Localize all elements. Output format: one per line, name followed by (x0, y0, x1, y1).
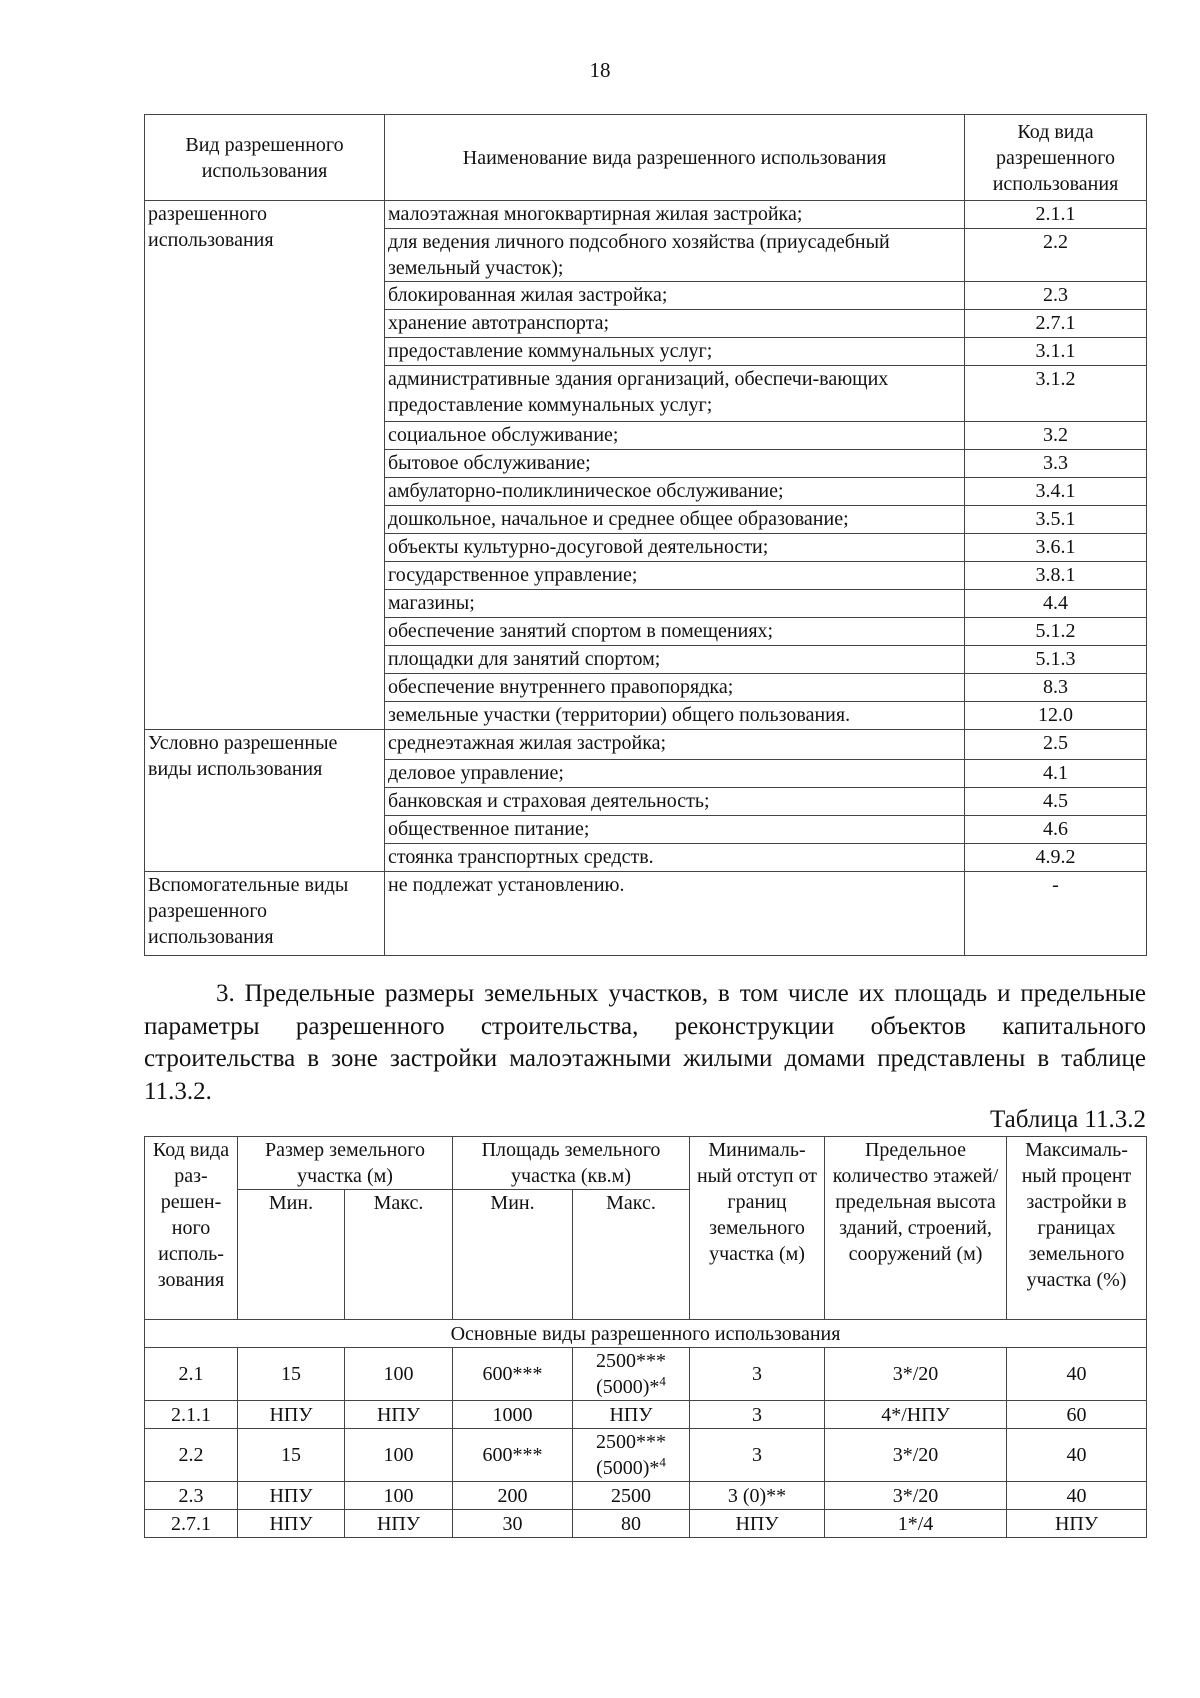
cell-indent: НПУ (690, 1510, 825, 1538)
use-code: 4.1 (965, 760, 1147, 788)
use-name: блокированная жилая застройка; (385, 282, 965, 310)
use-name: социальное обслуживание; (385, 422, 965, 450)
use-code: 3.1.1 (965, 338, 1147, 366)
plot-parameters-table (144, 1136, 1147, 1538)
use-code: 4.9.2 (965, 844, 1147, 872)
use-name: государственное управление; (385, 562, 965, 590)
cell-floors: 1*/4 (825, 1510, 1007, 1538)
cell-size-max: 100 (345, 1429, 453, 1482)
header-size-min: Мин. (238, 1190, 345, 1320)
cell-area-min: 600*** (453, 1348, 573, 1401)
cell-floors: 3*/20 (825, 1348, 1007, 1401)
use-name: деловое управление; (385, 760, 965, 788)
area-max-value: 2500*** (596, 1431, 667, 1453)
cell-size-min: 15 (238, 1429, 345, 1482)
cell-floors: 4*/НПУ (825, 1401, 1007, 1429)
footnote-mark: 4 (659, 1373, 666, 1389)
use-code: 2.2 (965, 229, 1147, 282)
use-name: малоэтажная многоквартирная жилая застройка; (385, 201, 965, 229)
cell-floors: 3*/20 (825, 1482, 1007, 1510)
header-plot-size: Размер земельного участка (м) (238, 1137, 453, 1190)
use-name: для ведения личного подсобного хозяйства (приусадебный земельный участок); (385, 229, 965, 282)
table-row (145, 1429, 1147, 1482)
header-use-type: Вид разрешенного использования (145, 115, 385, 201)
area-max-value: 80 (621, 1512, 642, 1535)
permitted-use-table (144, 114, 1147, 956)
header-use-name: Наименование вида разрешенного использования (385, 115, 965, 201)
cell-code: 2.2 (145, 1429, 238, 1482)
cell-area-max (573, 1482, 690, 1510)
area-max-alt (575, 1455, 687, 1481)
use-code: 3.5.1 (965, 506, 1147, 534)
use-category: разрешенного использования (145, 201, 385, 730)
cell-area-min: 600*** (453, 1429, 573, 1482)
use-category: Вспомогательные виды разрешенного использования (145, 872, 385, 956)
header-plot-area: Площадь земельного участка (кв.м) (453, 1137, 690, 1190)
use-name: магазины; (385, 590, 965, 618)
cell-floors: 3*/20 (825, 1429, 1007, 1482)
header-max-percent: Максималь-ный процент застройки в границах земельного участка (%) (1007, 1137, 1147, 1320)
use-code: 3.2 (965, 422, 1147, 450)
footnote-mark: 4 (659, 1454, 666, 1470)
cell-area-min: 200 (453, 1482, 573, 1510)
cell-indent: 3 (690, 1348, 825, 1401)
cell-area-min: 30 (453, 1510, 573, 1538)
area-max-alt-value: (5000)* (596, 1457, 660, 1479)
cell-size-max: НПУ (345, 1510, 453, 1538)
cell-size-max: 100 (345, 1482, 453, 1510)
table-row (145, 1401, 1147, 1429)
use-name: земельные участки (территории) общего пользования. (385, 702, 965, 730)
cell-percent: 40 (1007, 1482, 1147, 1510)
use-code: - (965, 872, 1147, 956)
area-max-value: НПУ (609, 1403, 653, 1426)
use-name: площадки для занятий спортом; (385, 646, 965, 674)
cell-area-max (573, 1401, 690, 1429)
area-max-value: 2500 (611, 1484, 652, 1507)
header-min-indent: Минималь-ный отступ от границ земельного участка (м) (690, 1137, 825, 1320)
use-category: Условно разрешенные виды использования (145, 730, 385, 872)
table-row (145, 872, 1147, 956)
use-name: общественное питание; (385, 816, 965, 844)
use-name: хранение автотранспорта; (385, 310, 965, 338)
area-max-alt (575, 1374, 687, 1400)
cell-percent: 60 (1007, 1401, 1147, 1429)
header-use-code: Код вида разрешенного использования (965, 115, 1147, 201)
use-name: предоставление коммунальных услуг; (385, 338, 965, 366)
use-name: банковская и страховая деятельность; (385, 788, 965, 816)
use-code: 8.3 (965, 674, 1147, 702)
table-row (145, 1348, 1147, 1401)
use-code: 2.3 (965, 282, 1147, 310)
use-name: среднеэтажная жилая застройка; (385, 730, 965, 760)
use-code: 3.3 (965, 450, 1147, 478)
cell-code: 2.3 (145, 1482, 238, 1510)
cell-size-max: НПУ (345, 1401, 453, 1429)
use-name: объекты культурно-досуговой деятельности; (385, 534, 965, 562)
use-code: 3.1.2 (965, 366, 1147, 422)
header-floors-height: Предельное количество этажей/ предельная высота зданий, строений, сооружений (м) (825, 1137, 1007, 1320)
header-area-max: Макс. (573, 1190, 690, 1320)
cell-percent: НПУ (1007, 1510, 1147, 1538)
use-code: 2.1.1 (965, 201, 1147, 229)
use-code: 3.8.1 (965, 562, 1147, 590)
use-name: дошкольное, начальное и среднее общее образование; (385, 506, 965, 534)
cell-area-min: 1000 (453, 1401, 573, 1429)
cell-area-max (573, 1348, 690, 1401)
cell-indent: 3 (690, 1401, 825, 1429)
cell-size-min: НПУ (238, 1482, 345, 1510)
page-number: 18 (589, 58, 611, 82)
cell-area-max (573, 1429, 690, 1482)
header-size-max: Макс. (345, 1190, 453, 1320)
table-row (145, 201, 1147, 229)
use-name: обеспечение занятий спортом в помещениях; (385, 618, 965, 646)
use-code: 4.6 (965, 816, 1147, 844)
cell-code: 2.7.1 (145, 1510, 238, 1538)
cell-code: 2.1.1 (145, 1401, 238, 1429)
header-area-min: Мин. (453, 1190, 573, 1320)
use-code: 12.0 (965, 702, 1147, 730)
cell-percent: 40 (1007, 1429, 1147, 1482)
cell-code: 2.1 (145, 1348, 238, 1401)
use-code: 4.4 (965, 590, 1147, 618)
use-name: бытовое обслуживание; (385, 450, 965, 478)
use-code: 2.5 (965, 730, 1147, 760)
cell-size-max: 100 (345, 1348, 453, 1401)
cell-size-min: НПУ (238, 1510, 345, 1538)
use-name: административные здания организаций, обеспечи-вающих предоставление коммунальных услуг; (385, 366, 965, 422)
cell-size-min: 15 (238, 1348, 345, 1401)
header-code: Код вида раз-решен-ного исполь-зования (145, 1137, 238, 1320)
use-code: 5.1.3 (965, 646, 1147, 674)
use-name: стоянка транспортных средств. (385, 844, 965, 872)
use-name: не подлежат установлению. (385, 872, 965, 956)
section-title: Основные виды разрешенного использования (145, 1320, 1147, 1348)
paragraph-3: 3. Предельные размеры земельных участков, в том числе их площадь и предельные параметры разрешенного строительства, реконструкции объектов капитального строительства в зоне застройки малоэтажными жилыми домами представлены в таблице 11.3.2. (144, 980, 1146, 1105)
use-code: 3.4.1 (965, 478, 1147, 506)
use-name: обеспечение внутреннего правопорядка; (385, 674, 965, 702)
cell-size-min: НПУ (238, 1401, 345, 1429)
table-row (145, 1510, 1147, 1538)
cell-area-max (573, 1510, 690, 1538)
use-name: амбулаторно-поликлиническое обслуживание; (385, 478, 965, 506)
table-caption: Таблица 11.3.2 (990, 1106, 1146, 1133)
table-row (145, 1482, 1147, 1510)
use-code: 5.1.2 (965, 618, 1147, 646)
use-code: 4.5 (965, 788, 1147, 816)
area-max-value: 2500*** (596, 1350, 667, 1372)
use-code: 3.6.1 (965, 534, 1147, 562)
cell-indent: 3 (690, 1429, 825, 1482)
table-row (145, 730, 1147, 760)
cell-percent: 40 (1007, 1348, 1147, 1401)
cell-indent: 3 (0)** (690, 1482, 825, 1510)
use-code: 2.7.1 (965, 310, 1147, 338)
area-max-alt-value: (5000)* (596, 1376, 660, 1398)
